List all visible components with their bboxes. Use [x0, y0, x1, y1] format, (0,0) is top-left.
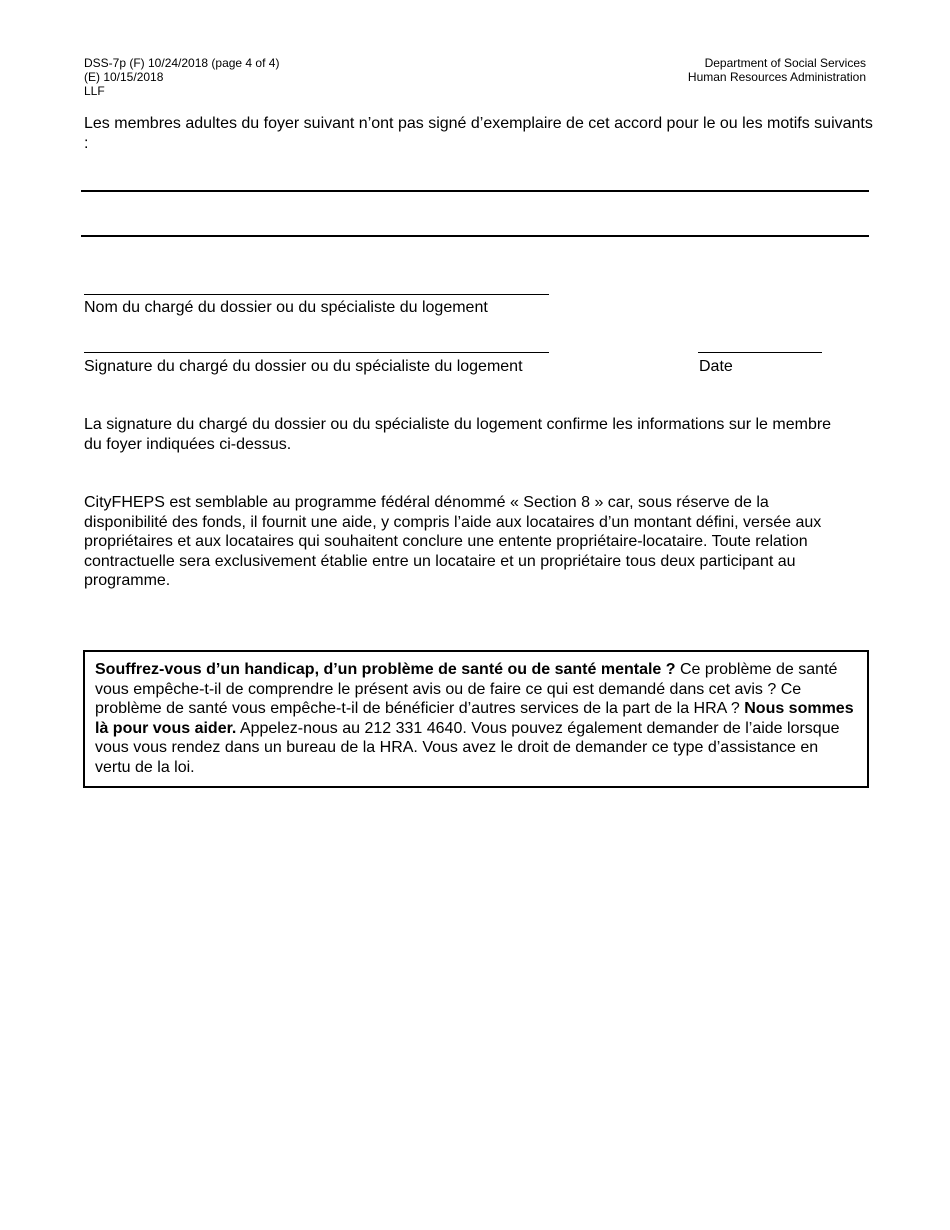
- signature-label: Signature du chargé du dossier ou du spécialiste du logement: [84, 358, 523, 375]
- signature-line[interactable]: [84, 352, 549, 353]
- reason-line-2[interactable]: [81, 235, 869, 237]
- notice-text-1: Ce problème de santé vous empêche-t-il de comprendre le présent avis ou de faire ce qui est demandé dans cet avis ? Ce problème de santé vous empêche-t-il de bénéficier d’autres services de la part de la HRA ?: [95, 661, 838, 717]
- agency-block: [688, 56, 866, 84]
- name-label: Nom du chargé du dossier ou du spécialiste du logement: [84, 299, 488, 316]
- language-code: LLF: [84, 84, 105, 98]
- intro-paragraph: Les membres adultes du foyer suivant n’ont pas signé d’exemplaire de cet accord pour le ou les motifs suivants :: [84, 115, 873, 152]
- cityfheps-paragraph: CityFHEPS est semblable au programme fédéral dénommé « Section 8 » car, sous réserve de la disponibilité des fonds, il fournit une aide, y compris l’aide aux locataires d’un montant défini, versée aux propriétaires et aux locataires qui souhaitent conclure une entente propriétaire-locataire. Toute relation contractuelle sera exclusivement établie entre un locataire et un propriétaire tous deux participant au programme.: [84, 494, 822, 589]
- english-version-date: (E) 10/15/2018: [84, 70, 164, 84]
- reason-line-1[interactable]: [81, 190, 869, 192]
- notice-text-2: Appelez-nous au 212 331 4640. Vous pouvez également demander de l’aide lorsque vous vous rendez dans un bureau de la HRA. Vous avez le droit de demander ce type d’assistance en vertu de la loi.: [95, 719, 840, 776]
- form-id-line: DSS-7p (F) 10/24/2018 (page 4 of 4): [84, 56, 280, 70]
- notice-question: Souffrez-vous d’un handicap, d’un problème de santé ou de santé mentale ?: [95, 661, 676, 678]
- date-label: Date: [699, 358, 733, 375]
- administration-name: Human Resources Administration: [687, 70, 866, 84]
- department-name: Department of Social Services: [704, 56, 866, 70]
- form-id-block: [84, 56, 279, 98]
- name-signature-line[interactable]: [84, 294, 549, 295]
- notice-help: Nous sommes là pour vous aider.: [95, 700, 854, 737]
- disability-notice-box: [83, 650, 869, 788]
- date-line[interactable]: [698, 352, 822, 353]
- confirmation-paragraph: La signature du chargé du dossier ou du spécialiste du logement confirme les informations sur le membre du foyer indiquées ci-dessus.: [84, 416, 832, 453]
